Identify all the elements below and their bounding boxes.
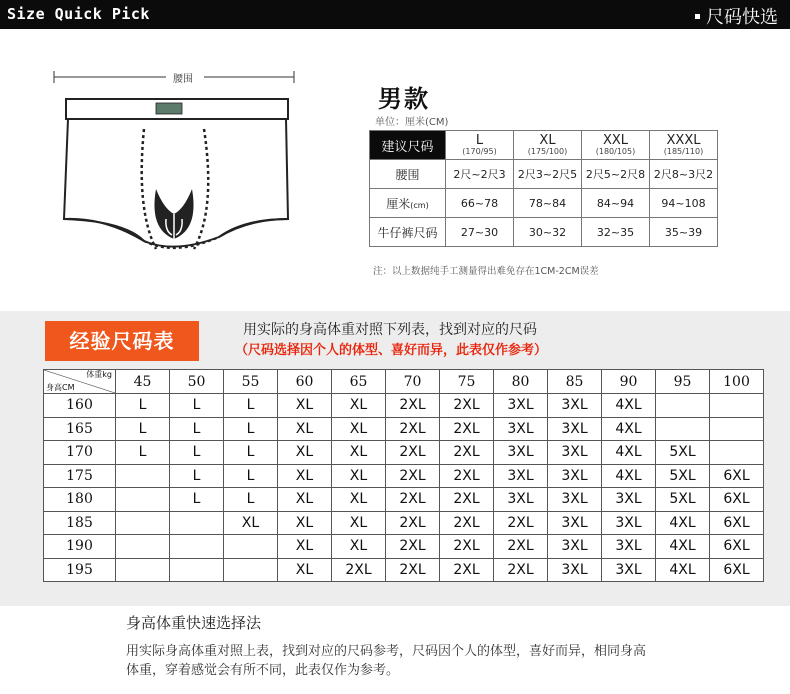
size-cell: XL [332,488,386,512]
size-cell: 4XL [656,558,710,582]
size-cell: L [116,417,170,441]
height-header: 195 [44,558,116,582]
size-cell: 3XL [602,511,656,535]
weight-header: 80 [494,370,548,394]
size-name: XL [539,133,556,148]
size-cell: 2XL [332,558,386,582]
size-cell: XL [224,511,278,535]
size-cell: 2XL [440,535,494,559]
size-cell: 2XL [386,464,440,488]
size-cell: 3XL [494,488,548,512]
table-cell: 2尺3~2尺5 [514,160,582,189]
method-section [0,606,790,694]
size-cell: XL [332,441,386,465]
size-cell: XL [278,511,332,535]
weight-header: 95 [656,370,710,394]
size-name: XXL [602,133,629,148]
size-sub: (170/95) [462,147,497,156]
size-cell [656,394,710,418]
size-cell: L [224,441,278,465]
size-cell [656,417,710,441]
experience-corner [44,370,116,394]
size-cell: 2XL [386,488,440,512]
size-cell: 5XL [656,464,710,488]
size-cell [116,558,170,582]
size-cell: 5XL [656,488,710,512]
table-row [44,511,764,535]
size-cell: 2XL [440,441,494,465]
size-cell: XL [278,417,332,441]
size-cell: XL [332,511,386,535]
height-header: 170 [44,441,116,465]
size-cell: 4XL [602,417,656,441]
waist-label: 腰围 [170,70,196,85]
height-header: 165 [44,417,116,441]
size-cell [224,535,278,559]
size-cell: 3XL [548,558,602,582]
table-cell: 30~32 [514,218,582,247]
weight-header: 60 [278,370,332,394]
size-cell: XL [278,488,332,512]
size-cell: 2XL [440,511,494,535]
size-cell: 3XL [602,488,656,512]
size-cell: L [170,417,224,441]
size-cell [710,441,764,465]
size-cell: XL [332,464,386,488]
briefs-illustration [44,69,304,269]
size-cell [170,558,224,582]
method-text: 用实际身高体重对照上表，找到对应的尺码参考，尺码因个人的体型，喜好而异，相同身高体重，穿着感觉会有所不同，此表仅作为参考。 [126,644,647,678]
corner-weight-label: 体重kg [86,370,112,379]
size-cell: L [224,394,278,418]
height-header: 185 [44,511,116,535]
size-cell: 3XL [494,417,548,441]
size-cell [224,558,278,582]
size-sub: (175/100) [527,147,568,156]
size-cell: L [170,488,224,512]
size-cell: 3XL [548,488,602,512]
size-cell [116,464,170,488]
table-cell: 2尺~2尺3 [446,160,514,189]
size-cell: XL [278,464,332,488]
experience-header-row [44,370,764,394]
size-cell: 3XL [602,558,656,582]
size-cell: 2XL [494,511,548,535]
size-cell: 6XL [710,464,764,488]
experience-disclaimer: （尺码选择因个人的体型、喜好而异，此表仅作参考） [235,343,548,358]
size-cell: 3XL [548,511,602,535]
size-cell: 6XL [710,558,764,582]
height-header: 180 [44,488,116,512]
table-cell: 32~35 [582,218,650,247]
size-col-xxl [582,131,650,160]
table-cell: 2尺8~3尺2 [650,160,718,189]
table-cell: 35~39 [650,218,718,247]
size-cell [710,394,764,418]
size-cell: 2XL [494,558,548,582]
size-cell: 2XL [386,558,440,582]
height-header: 160 [44,394,116,418]
table-row [44,417,764,441]
size-col-l [446,131,514,160]
size-cell: L [224,464,278,488]
weight-header: 55 [224,370,278,394]
table-row [44,558,764,582]
size-chart-title: 男款 [378,85,430,113]
weight-header: 65 [332,370,386,394]
weight-header: 75 [440,370,494,394]
size-chart-row-jeans [370,218,718,247]
header-title-cn [695,3,778,29]
size-cell: 2XL [494,535,548,559]
size-cell: L [224,488,278,512]
size-cell: 2XL [440,464,494,488]
size-cell: L [170,464,224,488]
table-row [44,488,764,512]
size-chart-row-cm [370,189,718,218]
size-cell: 2XL [440,488,494,512]
size-cell: L [116,441,170,465]
weight-header: 50 [170,370,224,394]
size-cell: L [116,394,170,418]
size-cell: 3XL [548,535,602,559]
size-cell [170,535,224,559]
size-cell: XL [278,394,332,418]
size-cell: 6XL [710,511,764,535]
size-cell: XL [332,417,386,441]
size-col-xxxl [650,131,718,160]
table-cell: 27~30 [446,218,514,247]
size-cell: 6XL [710,535,764,559]
size-cell: 3XL [494,464,548,488]
size-chart-header-row [370,131,718,160]
table-cell: 78~84 [514,189,582,218]
weight-header: 90 [602,370,656,394]
table-row [44,464,764,488]
table-row [44,441,764,465]
method-title: 身高体重快速选择法 [126,614,262,632]
weight-header: 100 [710,370,764,394]
size-cell [116,535,170,559]
size-cell: 4XL [602,441,656,465]
table-cell: 94~108 [650,189,718,218]
size-cell: 2XL [386,417,440,441]
table-cell: 66~78 [446,189,514,218]
size-cell: 2XL [386,535,440,559]
table-row [44,535,764,559]
size-col-xl [514,131,582,160]
weight-header: 70 [386,370,440,394]
size-cell: 3XL [548,464,602,488]
experience-table [43,369,764,582]
product-section [0,29,790,311]
size-cell: 2XL [440,394,494,418]
size-chart-unit: 单位：厘米(CM) [375,117,449,128]
corner-height-label: 身高CM [46,383,75,392]
table-row [44,394,764,418]
row-label-unit: (cm) [410,200,429,210]
size-cell: 5XL [656,441,710,465]
row-label [370,189,446,218]
size-cell: 2XL [386,441,440,465]
header-bar [0,0,790,29]
weight-header: 85 [548,370,602,394]
size-cell: 3XL [602,535,656,559]
size-cell: XL [278,558,332,582]
size-cell: 3XL [494,394,548,418]
size-cell: 2XL [440,558,494,582]
size-cell: L [170,441,224,465]
size-cell: XL [278,535,332,559]
experience-instruction: 用实际的身高体重对照下列表，找到对应的尺码 [243,322,537,338]
size-cell: XL [278,441,332,465]
size-cell: 3XL [494,441,548,465]
height-header: 190 [44,535,116,559]
size-name: XXXL [666,133,701,148]
header-title-cn-text: 尺码快选 [706,7,778,28]
weight-header: 45 [116,370,170,394]
size-cell: L [170,394,224,418]
header-title-en: Size Quick Pick [7,5,150,23]
size-cell: XL [332,535,386,559]
row-label-text: 厘米 [386,196,411,211]
size-cell: 4XL [656,535,710,559]
size-cell: 4XL [602,464,656,488]
size-cell: 3XL [548,394,602,418]
experience-section [0,311,790,606]
size-name: L [475,133,484,148]
size-cell: 6XL [710,488,764,512]
size-cell: 2XL [386,511,440,535]
size-chart-header-label: 建议尺码 [370,131,446,160]
size-cell: 3XL [548,441,602,465]
size-cell: 3XL [548,417,602,441]
size-cell: L [224,417,278,441]
size-chart-table [369,130,718,247]
size-cell: 2XL [386,394,440,418]
table-cell: 2尺5~2尺8 [582,160,650,189]
size-sub: (180/105) [595,147,636,156]
size-cell: 2XL [440,417,494,441]
experience-badge: 经验尺码表 [45,321,199,361]
size-cell [710,417,764,441]
size-chart-footnote: 注：以上数据纯手工测量得出难免存在1CM-2CM误差 [373,266,599,277]
size-chart-row-waist [370,160,718,189]
size-cell: XL [332,394,386,418]
height-header: 175 [44,464,116,488]
row-label: 牛仔裤尺码 [370,218,446,247]
size-cell: 4XL [602,394,656,418]
table-cell: 84~94 [582,189,650,218]
bullet-icon [695,14,700,19]
size-cell [170,511,224,535]
row-label: 腰围 [370,160,446,189]
size-cell: 4XL [656,511,710,535]
size-cell [116,488,170,512]
size-cell [116,511,170,535]
size-sub: (185/110) [663,147,704,156]
